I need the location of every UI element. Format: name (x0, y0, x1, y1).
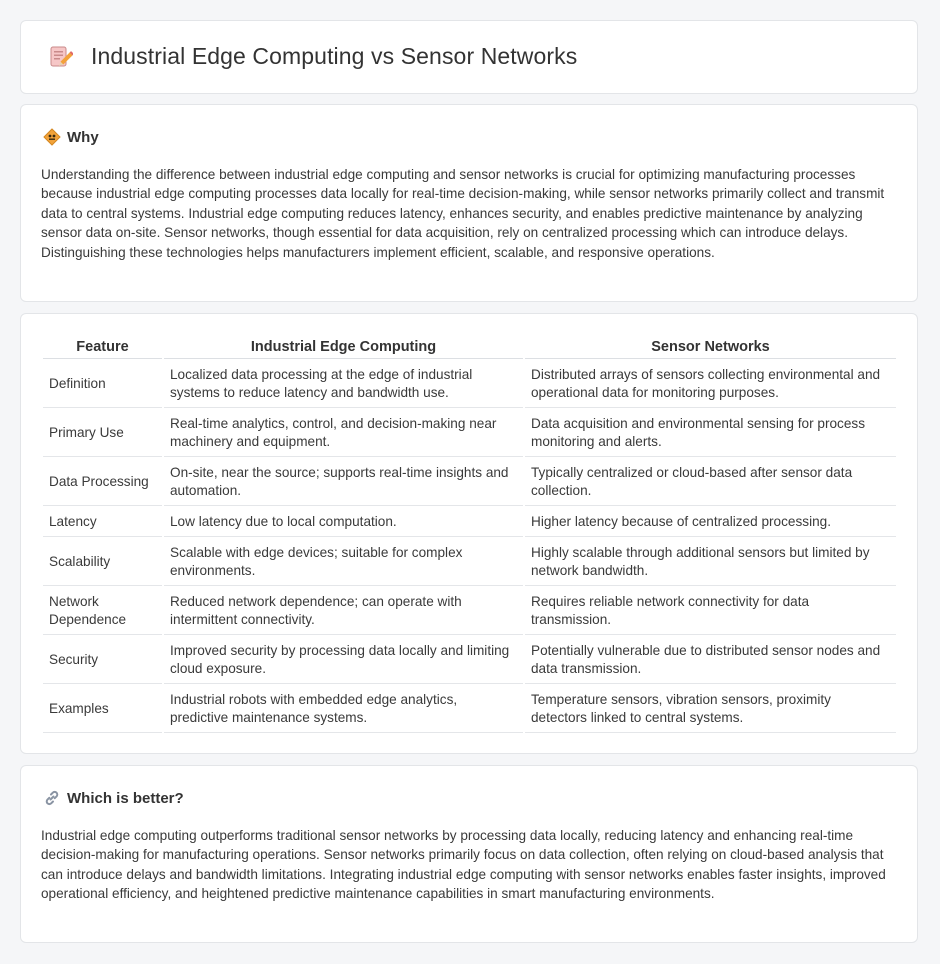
better-header (43, 789, 184, 807)
why-card (20, 104, 918, 302)
header-feature: Feature (43, 334, 162, 359)
better-card (20, 765, 918, 943)
diamond-sign-icon (43, 128, 61, 146)
link-icon (43, 789, 61, 807)
pencil-document-icon (47, 44, 73, 70)
why-header (43, 128, 99, 146)
better-heading: Which is better? (67, 789, 184, 807)
table-row (43, 361, 896, 408)
title-card (20, 20, 918, 94)
sensor-cell: Typically centralized or cloud-based after sensor data collection. (525, 459, 896, 506)
feature-cell: Examples (43, 686, 162, 733)
feature-cell: Definition (43, 361, 162, 408)
table-row (43, 686, 896, 733)
feature-cell: Network Dependence (43, 588, 162, 635)
table-row (43, 637, 896, 684)
page-title: Industrial Edge Computing vs Sensor Networks (91, 43, 578, 69)
table-row (43, 410, 896, 457)
table-row (43, 539, 896, 586)
edge-cell: Reduced network dependence; can operate with intermittent connectivity. (164, 588, 523, 635)
comparison-table (41, 332, 898, 735)
header-sensor-networks: Sensor Networks (525, 334, 896, 359)
sensor-cell: Requires reliable network connectivity for data transmission. (525, 588, 896, 635)
why-text: Understanding the difference between industrial edge computing and sensor networks is crucial for optimizing manufacturing processes because industrial edge computing processes data locally for real-time decision-making, while sensor networks primarily collect and transmit data to central systems. Industrial edge computing reduces latency, enhances security, and enables predictive maintenance by analyzing sensor data on-site. Sensor networks, though essential for data acquisition, rely on centralized processing which can introduce delays. Distinguishing these technologies helps manufacturers implement efficient, scalable, and responsive operations. (41, 167, 885, 260)
table-row (43, 459, 896, 506)
edge-cell: Scalable with edge devices; suitable for complex environments. (164, 539, 523, 586)
better-text: Industrial edge computing outperforms traditional sensor networks by processing data locally, reducing latency and enhancing real-time decision-making for manufacturing operations. Sensor networks primarily focus on data collection, often relying on cloud-based analysis that can introduce delays and bandwidth limitations. Integrating industrial edge computing with sensor networks enables faster insights, improved operational efficiency, and heightened predictive maintenance capabilities in smart manufacturing environments. (41, 828, 886, 902)
title-row (47, 43, 577, 70)
edge-cell: On-site, near the source; supports real-time insights and automation. (164, 459, 523, 506)
feature-cell: Data Processing (43, 459, 162, 506)
header-edge-computing: Industrial Edge Computing (164, 334, 523, 359)
table-header-row (43, 334, 896, 359)
table-row (43, 588, 896, 635)
edge-cell: Industrial robots with embedded edge analytics, predictive maintenance systems. (164, 686, 523, 733)
comparison-card (20, 313, 918, 754)
sensor-cell: Highly scalable through additional sensors but limited by network bandwidth. (525, 539, 896, 586)
why-heading: Why (67, 128, 99, 146)
table-row (43, 508, 896, 537)
edge-cell: Localized data processing at the edge of industrial systems to reduce latency and bandwidth use. (164, 361, 523, 408)
feature-cell: Latency (43, 508, 162, 537)
edge-cell: Real-time analytics, control, and decision-making near machinery and equipment. (164, 410, 523, 457)
sensor-cell: Potentially vulnerable due to distributed sensor nodes and data transmission. (525, 637, 896, 684)
sensor-cell: Temperature sensors, vibration sensors, proximity detectors linked to central systems. (525, 686, 896, 733)
feature-cell: Primary Use (43, 410, 162, 457)
sensor-cell: Data acquisition and environmental sensing for process monitoring and alerts. (525, 410, 896, 457)
sensor-cell: Distributed arrays of sensors collecting environmental and operational data for monitoring purposes. (525, 361, 896, 408)
edge-cell: Improved security by processing data locally and limiting cloud exposure. (164, 637, 523, 684)
feature-cell: Security (43, 637, 162, 684)
feature-cell: Scalability (43, 539, 162, 586)
edge-cell: Low latency due to local computation. (164, 508, 523, 537)
sensor-cell: Higher latency because of centralized processing. (525, 508, 896, 537)
